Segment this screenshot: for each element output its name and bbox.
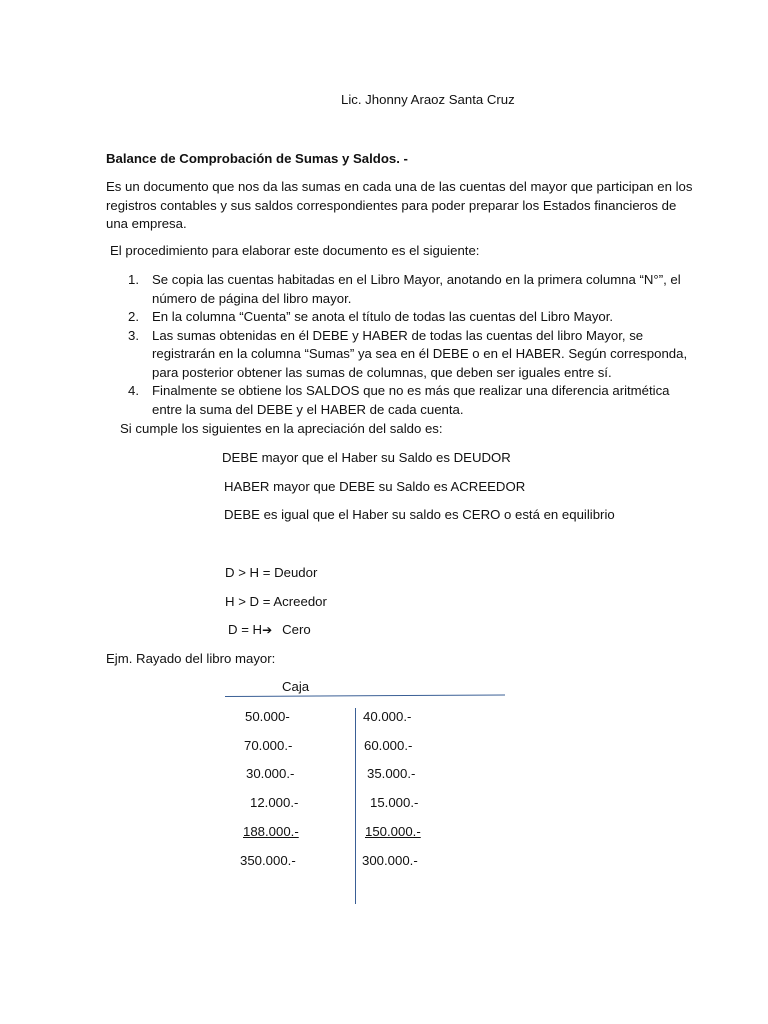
step-number: 1. xyxy=(128,272,139,287)
steps-list xyxy=(106,271,688,419)
formula-left: D = H xyxy=(228,622,263,637)
formula-deudor: D > H = Deudor xyxy=(225,565,318,580)
haber-entry: 35.000.- xyxy=(367,766,416,781)
example-title: Ejm. Rayado del libro mayor: xyxy=(106,651,276,666)
intro-line: registros contables y sus saldos correspondientes para poder preparar los Estados financieros de xyxy=(106,197,677,213)
debe-total: 350.000.- xyxy=(240,853,296,868)
formula-acreedor: H > D = Acreedor xyxy=(225,594,327,609)
intro-line: Es un documento que nos da las sumas en cada una de las cuentas del mayor que participan en los xyxy=(106,179,693,194)
haber-entry: 40.000.- xyxy=(363,709,412,724)
list-item xyxy=(106,308,666,327)
list-item xyxy=(106,327,688,383)
debe-entry: 50.000- xyxy=(245,709,290,724)
list-item xyxy=(106,271,681,308)
step-line: Las sumas obtenidas en él DEBE y HABER de todas las cuentas del libro Mayor, se xyxy=(152,327,644,343)
haber-entry: 15.000.- xyxy=(370,795,419,810)
step-line: para posterior obtener las sumas de columnas, que deben ser iguales entre sí. xyxy=(152,364,612,380)
intro-paragraph xyxy=(106,178,693,234)
condition-intro: Si cumple los siguientes en la apreciación del saldo es: xyxy=(120,421,443,436)
formula-cero xyxy=(228,621,311,640)
step-line: entre la suma del DEBE y el HABER de cada cuenta. xyxy=(152,401,464,417)
step-line: En la columna “Cuenta” se anota el título de todas las cuentas del Libro Mayor. xyxy=(152,309,614,324)
formula-right: Cero xyxy=(282,622,311,637)
debe-subtotal: 188.000.- xyxy=(243,824,299,839)
intro-line: una empresa. xyxy=(106,216,187,231)
author-name: Lic. Jhonny Araoz Santa Cruz xyxy=(341,92,515,107)
debe-entry: 30.000.- xyxy=(246,766,295,781)
section-heading: Balance de Comprobación de Sumas y Saldos. - xyxy=(106,151,408,166)
ledger-top-line xyxy=(225,695,505,697)
list-item xyxy=(106,382,670,419)
haber-total: 300.000.- xyxy=(362,853,418,868)
step-line: registrarán en la columna “Sumas” ya sea en él DEBE o en el HABER. Según corresponda, xyxy=(152,346,688,361)
debe-entry: 70.000.- xyxy=(244,738,293,753)
rule-acreedor: HABER mayor que DEBE su Saldo es ACREEDOR xyxy=(224,479,526,494)
step-number: 2. xyxy=(128,309,139,324)
step-line: Se copia las cuentas habitadas en el Libro Mayor, anotando en la primera columna “N°”, el xyxy=(152,272,681,287)
arrow-right-icon: ➔ xyxy=(262,623,273,637)
debe-entry: 12.000.- xyxy=(250,795,299,810)
ledger-divider-line xyxy=(355,708,356,904)
rule-cero: DEBE es igual que el Haber su saldo es CERO o está en equilibrio xyxy=(224,507,615,522)
step-number: 4. xyxy=(128,383,139,398)
rule-deudor: DEBE mayor que el Haber su Saldo es DEUDOR xyxy=(222,450,511,465)
step-number: 3. xyxy=(128,327,139,343)
procedure-intro: El procedimiento para elaborar este documento es el siguiente: xyxy=(110,243,480,258)
step-line: Finalmente se obtiene los SALDOS que no es más que realizar una diferencia aritmética xyxy=(152,383,670,398)
account-name: Caja xyxy=(282,679,310,694)
step-line: número de página del libro mayor. xyxy=(152,290,352,306)
haber-subtotal: 150.000.- xyxy=(365,824,421,839)
haber-entry: 60.000.- xyxy=(364,738,413,753)
